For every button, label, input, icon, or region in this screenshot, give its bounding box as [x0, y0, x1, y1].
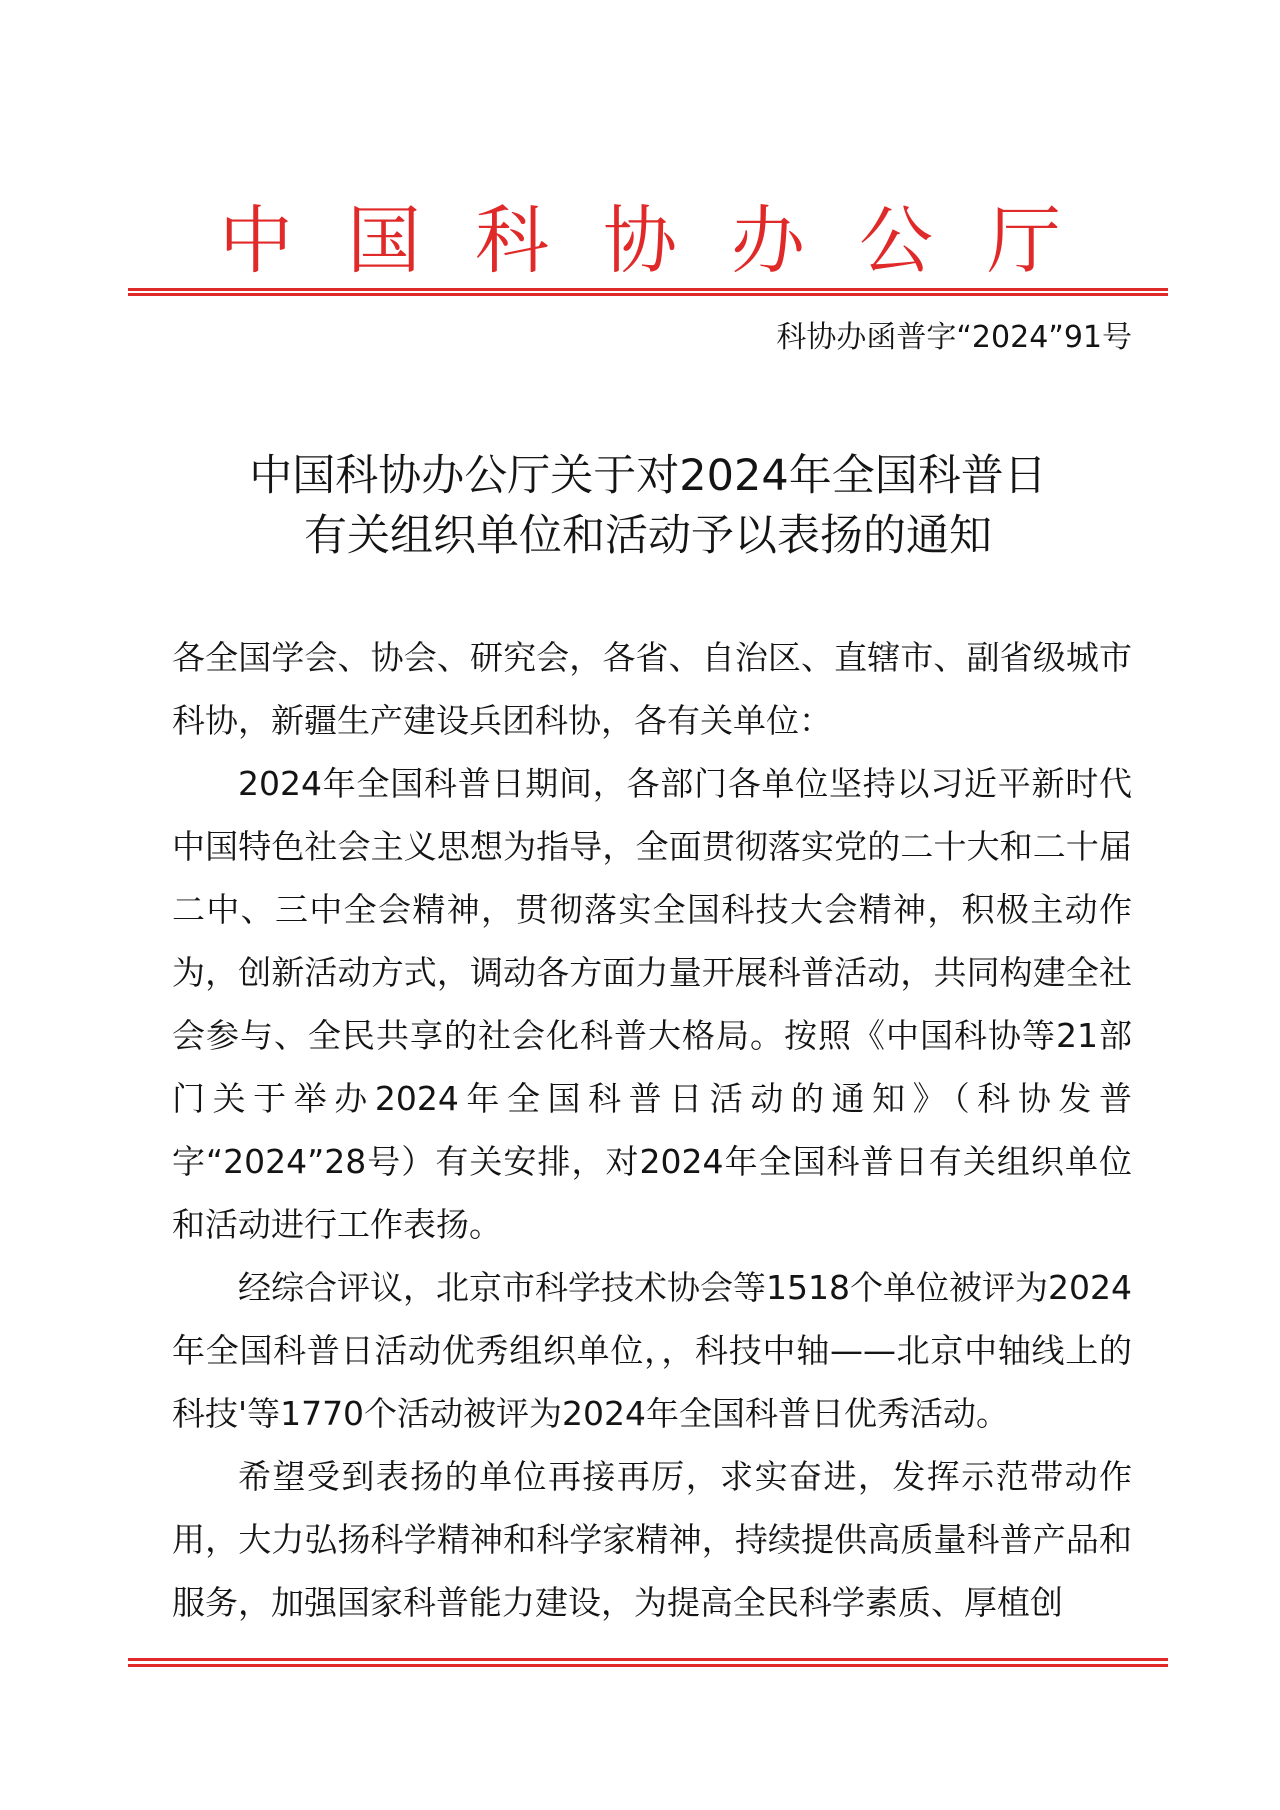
- title-line-1: 中国科协办公厅关于对2024年全国科普日: [249, 451, 1047, 501]
- masthead-rule-top: [128, 288, 1168, 291]
- salutation: 各全国学会、协会、研究会，各省、自治区、直辖市、副省级城市科协，新疆生产建设兵团科协，各有关单位：: [172, 638, 1132, 740]
- body-paragraph: 2024年全国科普日期间，各部门各单位坚持以习近平新时代中国特色社会主义思想为指导，全面贯彻落实党的二十大和二十届二中、三中全会精神，贯彻落实全国科技大会精神，积极主动作为，创新活动方式，调动各方面力量开展科普活动，共同构建全社会参与、全民共享的社会化科普大格局。按照《中国科协等21部门关于举办2024年全国科普日活动的通知》（科协发普字“2024”28号）有关安排，对2024年全国科普日有关组织单位和活动进行工作表扬。: [172, 764, 1132, 1244]
- footer-rule-top: [128, 1658, 1168, 1661]
- body-paragraph: 希望受到表扬的单位再接再厉，求实奋进，发挥示范带动作用，大力弘扬科学精神和科学家精神，持续提供高质量科普产品和服务，加强国家科普能力建设，为提高全民科学素质、厚植创: [172, 1457, 1132, 1622]
- document-title: [128, 446, 1168, 566]
- body-paragraph: 经综合评议，北京市科学技术协会等1518个单位被评为2024年全国科普日活动优秀组织单位，，科技中轴——北京中轴线上的科技'等1770个活动被评为2024年全国科普日优秀活动。: [172, 1268, 1132, 1433]
- document-body: [172, 626, 1132, 1634]
- title-line-2: 有关组织单位和活动予以表扬的通知: [304, 511, 992, 561]
- document-number: 科协办函普字“2024”91号: [776, 320, 1132, 355]
- footer-rule-bottom: [128, 1664, 1168, 1667]
- masthead-rule-bottom: [128, 293, 1168, 296]
- masthead-org-name: 中国科协办公厅: [219, 198, 1115, 284]
